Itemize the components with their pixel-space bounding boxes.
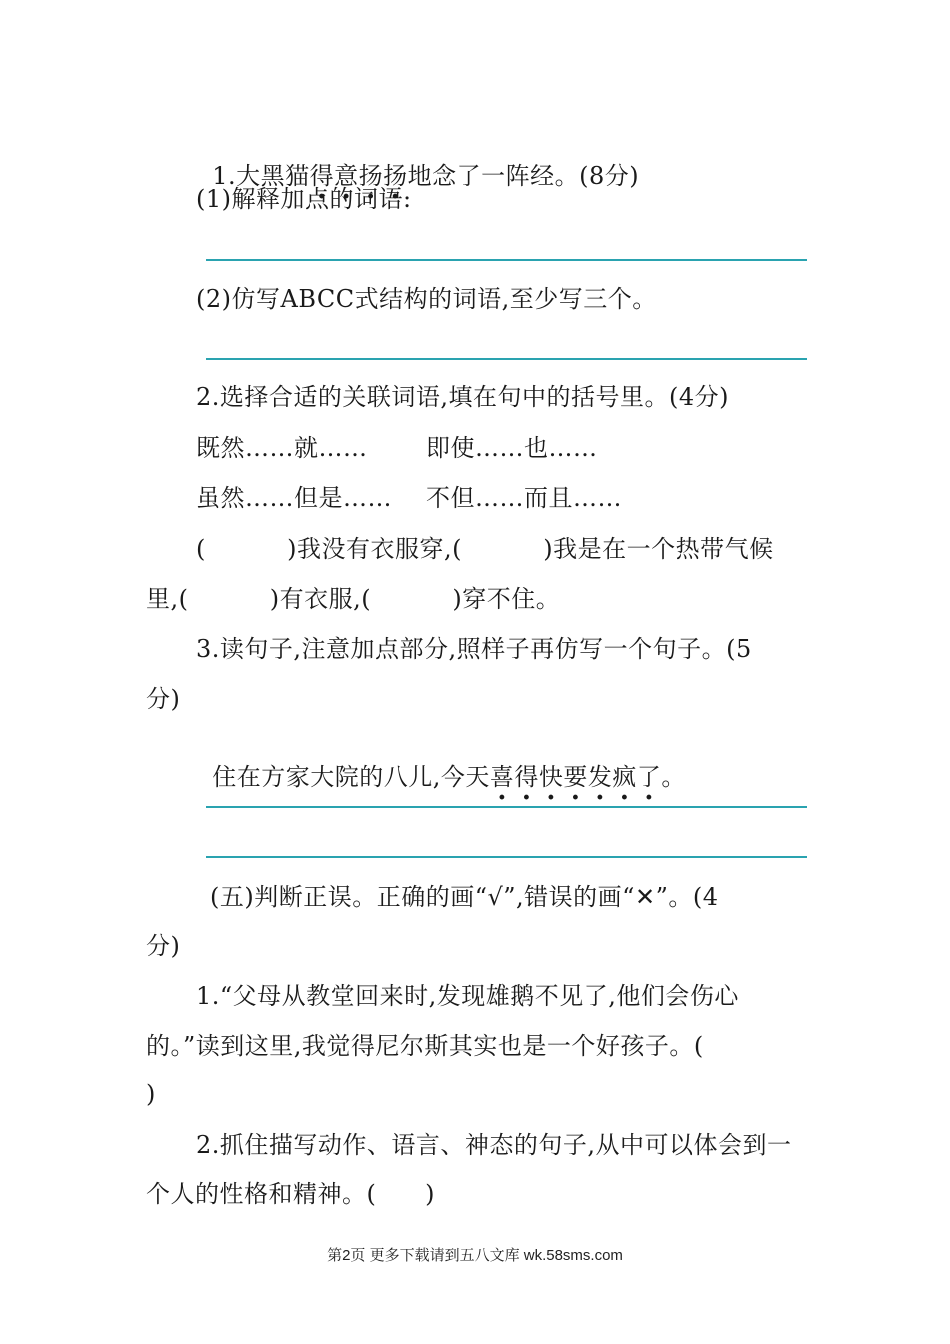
dotted-char: 扬 (383, 162, 408, 190)
statement2-line1: 2.抓住描写动作、语言、神态的句子,从中可以体会到一 (196, 1131, 792, 1159)
answer-line-1[interactable] (206, 259, 807, 261)
example-post: 。 (661, 763, 686, 791)
dotted-char: 得 (309, 162, 335, 190)
dotted-char: 快 (538, 763, 564, 791)
dotted-char: 发 (587, 763, 613, 791)
dotted-char: 疯 (612, 763, 637, 791)
dotted-char: 意 (334, 162, 359, 190)
example-sentence (196, 732, 686, 792)
sub-question-2: (2)仿写ABCC式结构的词语,至少写三个。 (196, 285, 657, 313)
dotted-char: 了 (636, 763, 662, 791)
item3-title-line1: 3.读句子,注意加点部分,照样子再仿写一个句子。(5 (196, 635, 752, 663)
option-4: 不但……而且…… (426, 484, 622, 512)
option-2: 即使……也…… (426, 434, 598, 462)
section5-title-line1: (五)判断正误。正确的画“√”,错误的画“✕”。(4 (210, 883, 719, 911)
dotted-char: 要 (563, 763, 588, 791)
option-1: 既然……就…… (196, 434, 368, 462)
item1-title (196, 131, 639, 191)
statement2-line2: 个人的性格和精神。( ) (146, 1180, 435, 1208)
statement1-line1: 1.“父母从教堂回来时,发现雄鹅不见了,他们会伤心 (196, 982, 739, 1010)
item2-title: 2.选择合适的关联词语,填在句中的括号里。(4分) (196, 383, 730, 411)
item3-title-line2: 分) (146, 685, 181, 713)
example-pre: 住在方家大院的八儿,今天 (212, 763, 490, 791)
statement1-line3: ) (146, 1080, 156, 1108)
option-3: 虽然……但是…… (196, 484, 392, 512)
fill-sentence-line1: ( )我没有衣服穿,( )我是在一个热带气候 (196, 535, 774, 563)
fill-sentence-line2: 里,( )有衣服,( )穿不住。 (146, 585, 561, 613)
page-footer: 第2页 更多下载请到五八文库 wk.58sms.com (327, 1247, 623, 1264)
answer-line-3[interactable] (206, 806, 807, 808)
answer-line-4[interactable] (206, 856, 807, 858)
item1-title-pre: 1.大黑猫 (212, 162, 310, 190)
answer-line-2[interactable] (206, 358, 807, 360)
dotted-char: 喜 (489, 763, 515, 791)
dotted-char: 扬 (358, 162, 384, 190)
section5-title-line2: 分) (146, 932, 181, 960)
dotted-char: 得 (514, 763, 539, 791)
item1-title-post: 地念了一阵经。(8分) (407, 162, 640, 190)
statement1-line2: 的。”读到这里,我觉得尼尔斯其实也是一个好孩子。( (146, 1032, 704, 1060)
sub-question-1: (1)解释加点的词语: (196, 185, 412, 213)
